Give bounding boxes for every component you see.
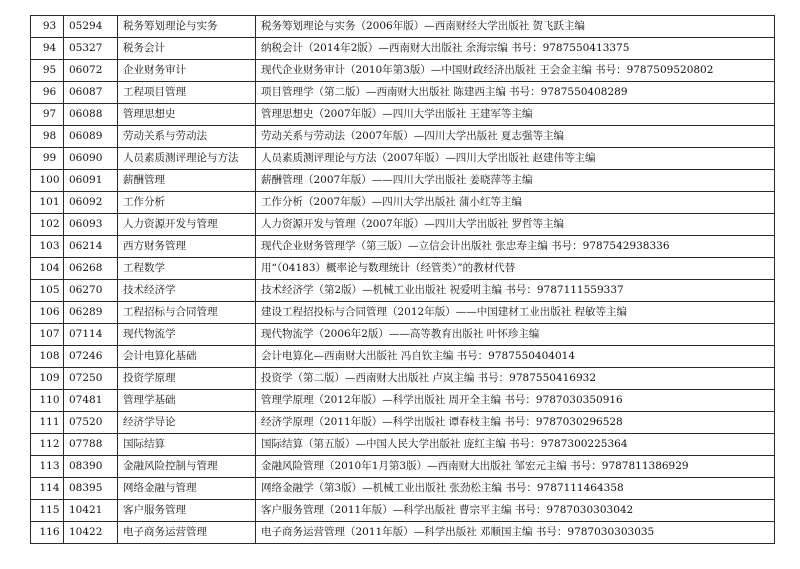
course-code: 10421 [64, 500, 118, 522]
textbook-info: 会计电算化—西南财大出版社 冯自钦主编 书号：9787550404014 [256, 346, 775, 368]
course-code: 06092 [64, 192, 118, 214]
course-name: 电子商务运营管理 [118, 522, 256, 544]
row-number: 106 [31, 302, 64, 324]
course-code: 06093 [64, 214, 118, 236]
row-number: 93 [31, 16, 64, 38]
table-row [31, 324, 775, 346]
course-name: 金融风险控制与管理 [118, 456, 256, 478]
table-row [31, 82, 775, 104]
course-name: 劳动关系与劳动法 [118, 126, 256, 148]
textbook-info: 纳税会计（2014年2版）—西南财大出版社 余海宗编 书号：9787550413375 [256, 38, 775, 60]
course-code: 08390 [64, 456, 118, 478]
row-number: 98 [31, 126, 64, 148]
course-code: 07520 [64, 412, 118, 434]
course-name: 管理思想史 [118, 104, 256, 126]
course-name: 会计电算化基础 [118, 346, 256, 368]
row-number: 97 [31, 104, 64, 126]
row-number: 107 [31, 324, 64, 346]
textbook-info: 人力资源开发与管理（2007年版）—四川大学出版社 罗哲等主编 [256, 214, 775, 236]
row-number: 110 [31, 390, 64, 412]
textbook-table-body [31, 16, 775, 544]
course-name: 网络金融与管理 [118, 478, 256, 500]
textbook-info: 现代企业财务管理学（第三版）—立信会计出版社 张忠寿主编 书号：9787542938336 [256, 236, 775, 258]
course-name: 人力资源开发与管理 [118, 214, 256, 236]
table-row [31, 434, 775, 456]
course-code: 06289 [64, 302, 118, 324]
course-code: 08395 [64, 478, 118, 500]
table-row [31, 456, 775, 478]
row-number: 96 [31, 82, 64, 104]
textbook-info: 项目管理学（第二版）—西南财大出版社 陈建西主编 书号：9787550408289 [256, 82, 775, 104]
course-code: 07246 [64, 346, 118, 368]
row-number: 114 [31, 478, 64, 500]
course-code: 06090 [64, 148, 118, 170]
textbook-info: 工作分析（2007年版）—四川大学出版社 蒲小红等主编 [256, 192, 775, 214]
table-row [31, 280, 775, 302]
course-code: 07788 [64, 434, 118, 456]
course-name: 工程数学 [118, 258, 256, 280]
table-row [31, 522, 775, 544]
textbook-info: 经济学原理（2011年版）—科学出版社 谭春枝主编 书号：9787030296528 [256, 412, 775, 434]
course-name: 国际结算 [118, 434, 256, 456]
course-name: 工程招标与合同管理 [118, 302, 256, 324]
textbook-info: 管理思想史（2007年版）—四川大学出版社 王建军等主编 [256, 104, 775, 126]
table-row [31, 104, 775, 126]
table-row [31, 478, 775, 500]
course-name: 投资学原理 [118, 368, 256, 390]
textbook-info: 建设工程招投标与合同管理（2012年版）——中国建材工业出版社 程敏等主编 [256, 302, 775, 324]
textbook-info: 劳动关系与劳动法（2007年版）—四川大学出版社 夏志强等主编 [256, 126, 775, 148]
course-name: 企业财务审计 [118, 60, 256, 82]
textbook-info: 薪酬管理（2007年版）——四川大学出版社 姜晓萍等主编 [256, 170, 775, 192]
course-code: 06089 [64, 126, 118, 148]
course-code: 06088 [64, 104, 118, 126]
course-name: 客户服务管理 [118, 500, 256, 522]
textbook-info: 电子商务运营管理（2011年版）—科学出版社 邓顺国主编 书号：9787030303035 [256, 522, 775, 544]
course-code: 07114 [64, 324, 118, 346]
row-number: 108 [31, 346, 64, 368]
course-name: 现代物流学 [118, 324, 256, 346]
table-row [31, 500, 775, 522]
table-row [31, 258, 775, 280]
course-name: 西方财务管理 [118, 236, 256, 258]
row-number: 102 [31, 214, 64, 236]
course-code: 06268 [64, 258, 118, 280]
row-number: 101 [31, 192, 64, 214]
textbook-info: 税务筹划理论与实务（2006年版）—西南财经大学出版社 贺飞跃主编 [256, 16, 775, 38]
course-name: 工作分析 [118, 192, 256, 214]
row-number: 94 [31, 38, 64, 60]
course-code: 07250 [64, 368, 118, 390]
row-number: 112 [31, 434, 64, 456]
table-row [31, 126, 775, 148]
course-code: 06072 [64, 60, 118, 82]
course-code: 05327 [64, 38, 118, 60]
textbook-info: 管理学原理（2012年版）—科学出版社 周开全主编 书号：9787030350916 [256, 390, 775, 412]
row-number: 109 [31, 368, 64, 390]
table-row [31, 236, 775, 258]
course-name: 技术经济学 [118, 280, 256, 302]
textbook-info: 现代企业财务审计（2010年第3版）—中国财政经济出版社 王会金主编 书号：9787509520802 [256, 60, 775, 82]
course-code: 06214 [64, 236, 118, 258]
course-name: 税务筹划理论与实务 [118, 16, 256, 38]
table-row [31, 148, 775, 170]
textbook-info: 用“（04183）概率论与数理统计（经管类）”的教材代替 [256, 258, 775, 280]
row-number: 100 [31, 170, 64, 192]
row-number: 103 [31, 236, 64, 258]
table-row [31, 302, 775, 324]
course-name: 工程项目管理 [118, 82, 256, 104]
textbook-info: 现代物流学（2006年2版）——高等教育出版社 叶怀珍主编 [256, 324, 775, 346]
row-number: 116 [31, 522, 64, 544]
course-name: 薪酬管理 [118, 170, 256, 192]
table-row [31, 390, 775, 412]
textbook-info: 人员素质测评理论与方法（2007年版）—四川大学出版社 赵建伟等主编 [256, 148, 775, 170]
table-row [31, 170, 775, 192]
textbook-info: 网络金融学（第3版）—机械工业出版社 张劲松主编 书号：9787111464358 [256, 478, 775, 500]
course-name: 税务会计 [118, 38, 256, 60]
course-code: 05294 [64, 16, 118, 38]
course-name: 经济学导论 [118, 412, 256, 434]
row-number: 95 [31, 60, 64, 82]
textbook-table [30, 15, 775, 544]
course-code: 06270 [64, 280, 118, 302]
table-row [31, 16, 775, 38]
row-number: 105 [31, 280, 64, 302]
course-code: 07481 [64, 390, 118, 412]
textbook-info: 客户服务管理（2011年版）—科学出版社 曹宗平主编 书号：9787030303042 [256, 500, 775, 522]
course-name: 人员素质测评理论与方法 [118, 148, 256, 170]
table-row [31, 412, 775, 434]
course-name: 管理学基础 [118, 390, 256, 412]
course-code: 06087 [64, 82, 118, 104]
table-row [31, 368, 775, 390]
course-code: 06091 [64, 170, 118, 192]
table-row [31, 60, 775, 82]
table-row [31, 192, 775, 214]
row-number: 99 [31, 148, 64, 170]
table-row [31, 214, 775, 236]
textbook-info: 投资学（第二版）—西南财大出版社 卢岚主编 书号：9787550416932 [256, 368, 775, 390]
row-number: 104 [31, 258, 64, 280]
textbook-info: 金融风险管理（2010年1月第3版）—西南财大出版社 邹宏元主编 书号：9787811386929 [256, 456, 775, 478]
row-number: 111 [31, 412, 64, 434]
textbook-info: 技术经济学（第2版）—机械工业出版社 祝爱明主编 书号：9787111559337 [256, 280, 775, 302]
table-row [31, 346, 775, 368]
row-number: 113 [31, 456, 64, 478]
row-number: 115 [31, 500, 64, 522]
textbook-info: 国际结算（第五版）—中国人民大学出版社 庞红主编 书号：9787300225364 [256, 434, 775, 456]
course-code: 10422 [64, 522, 118, 544]
table-row [31, 38, 775, 60]
